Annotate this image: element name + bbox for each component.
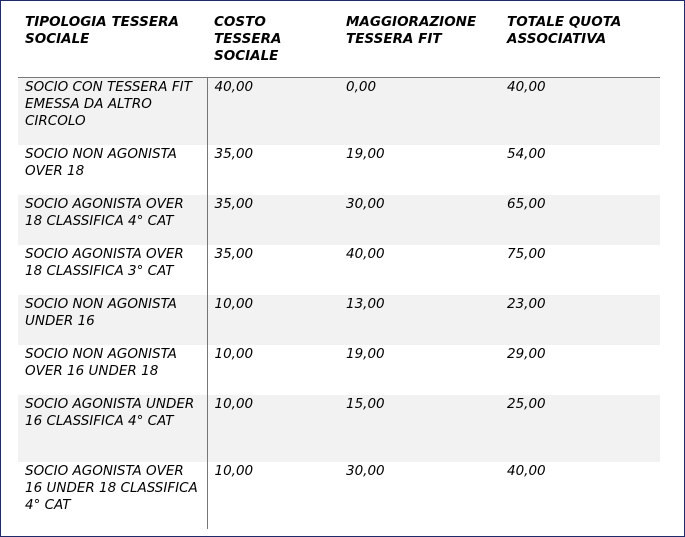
cell-costo: 10,00 (207, 295, 339, 345)
cell-maggiorazione: 15,00 (339, 395, 500, 462)
header-tipologia: TIPOLOGIA TESSERA SOCIALE (18, 10, 207, 77)
table-row (18, 195, 660, 245)
table-row (18, 145, 660, 195)
cell-totale: 23,00 (500, 295, 660, 345)
cell-costo: 10,00 (207, 395, 339, 462)
cell-tipologia: SOCIO NON AGONISTA OVER 16 UNDER 18 (18, 345, 207, 395)
cell-tipologia: SOCIO NON AGONISTA UNDER 16 (18, 295, 207, 345)
cell-maggiorazione: 13,00 (339, 295, 500, 345)
cell-maggiorazione: 30,00 (346, 463, 385, 479)
cell-totale: 40,00 (507, 463, 546, 479)
cell-costo: 35,00 (214, 146, 254, 162)
cell-maggiorazione: 19,00 (346, 146, 385, 162)
membership-fee-table (18, 10, 660, 529)
cell-totale: 25,00 (500, 395, 660, 462)
table-row (18, 245, 660, 295)
cell-tipologia: SOCIO AGONISTA OVER 18 CLASSIFICA 3° CAT (18, 245, 207, 295)
cell-maggiorazione: 40,00 (346, 246, 385, 262)
cell-tipologia: SOCIO NON AGONISTA OVER 18 (18, 145, 207, 195)
cell-tipologia: SOCIO AGONISTA OVER 18 CLASSIFICA 4° CAT (18, 195, 207, 245)
cell-tipologia: SOCIO AGONISTA UNDER 16 CLASSIFICA 4° CAT (18, 395, 207, 462)
header-costo: COSTO TESSERA SOCIALE (207, 10, 339, 77)
cell-totale: 40,00 (500, 77, 660, 145)
cell-costo: 35,00 (207, 195, 339, 245)
table-header-row (18, 10, 660, 77)
cell-maggiorazione: 0,00 (339, 77, 500, 145)
cell-totale: 65,00 (500, 195, 660, 245)
cell-maggiorazione: 19,00 (346, 346, 385, 362)
cell-maggiorazione: 30,00 (339, 195, 500, 245)
table-row (18, 395, 660, 462)
header-totale: TOTALE QUOTA ASSOCIATIVA (500, 10, 660, 77)
header-maggiorazione: MAGGIORAZIONE TESSERA FIT (339, 10, 500, 77)
cell-tipologia: SOCIO CON TESSERA FIT EMESSA DA ALTRO CIRCOLO (18, 77, 207, 145)
cell-totale: 75,00 (507, 246, 546, 262)
table-row (18, 462, 660, 529)
cell-totale: 29,00 (507, 346, 546, 362)
cell-costo: 40,00 (207, 77, 339, 145)
cell-costo: 10,00 (214, 463, 254, 479)
table-row (18, 77, 660, 145)
cell-totale: 54,00 (507, 146, 546, 162)
table-row (18, 295, 660, 345)
table-row (18, 345, 660, 395)
cell-costo: 10,00 (214, 346, 254, 362)
cell-costo: 35,00 (214, 246, 254, 262)
cell-tipologia: SOCIO AGONISTA OVER 16 UNDER 18 CLASSIFICA 4° CAT (18, 462, 207, 529)
